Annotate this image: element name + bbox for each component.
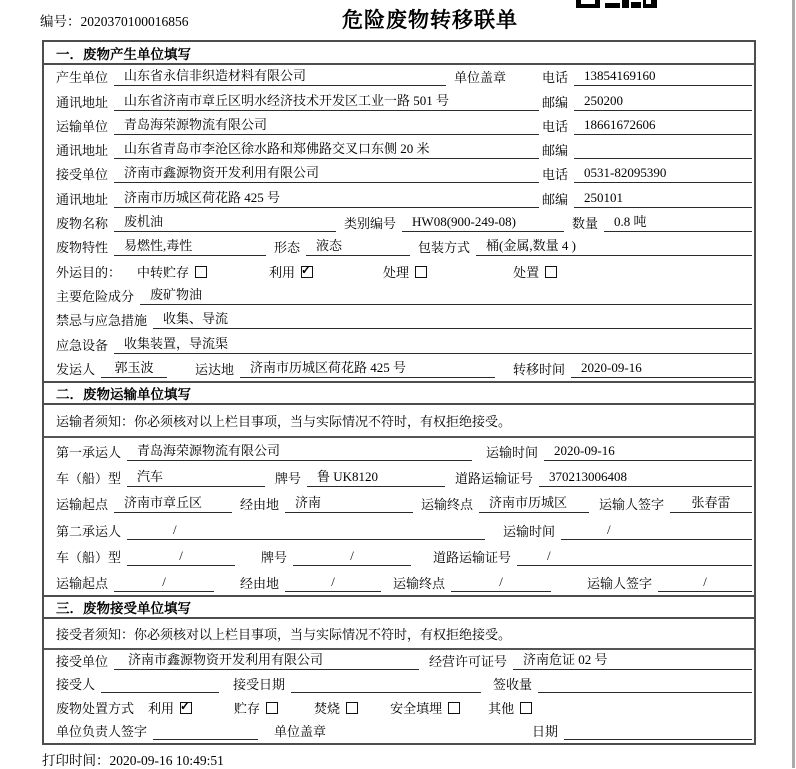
receive-person-label: 接受人 bbox=[56, 677, 96, 693]
disposal-label: 废物处置方式 bbox=[56, 701, 135, 717]
amount-label: 签收量 bbox=[493, 677, 533, 693]
transporter-label: 运输单位 bbox=[56, 118, 109, 134]
equipment-label: 应急设备 bbox=[56, 337, 109, 353]
disposal-option-other bbox=[488, 698, 532, 717]
waste-name-field: 废机油 bbox=[114, 211, 336, 232]
end1-field: 济南市历城区 bbox=[479, 492, 589, 513]
qr-code-fragment bbox=[576, 0, 660, 10]
emergency-label: 禁忌与应急措施 bbox=[56, 313, 148, 329]
row-equipment bbox=[44, 332, 754, 356]
hazard-field: 废矿物油 bbox=[140, 284, 752, 305]
checkbox-treat bbox=[415, 266, 427, 278]
purpose-option-dispose bbox=[513, 262, 557, 281]
packing-field: 桶(金属,数量 4 ) bbox=[476, 235, 752, 256]
road1-field: 370213006408 bbox=[539, 469, 752, 487]
time2-field: / bbox=[561, 522, 752, 540]
qty-label: 数量 bbox=[572, 216, 599, 232]
disposal-option-store bbox=[234, 698, 278, 717]
carrier1-field: 青岛海荣源物流有限公司 bbox=[127, 440, 472, 461]
zip3-field: 250101 bbox=[574, 190, 752, 208]
disposal-option-utilize bbox=[148, 698, 192, 717]
time1-label: 运输时间 bbox=[486, 445, 539, 461]
plate1-label: 牌号 bbox=[275, 471, 302, 487]
purpose-option-storage bbox=[137, 262, 207, 281]
receiver-field: 济南市鑫源物资开发利用有限公司 bbox=[114, 162, 539, 183]
via2-label: 经由地 bbox=[240, 575, 280, 591]
row-route1 bbox=[44, 490, 754, 516]
receive-unit-label: 接受单位 bbox=[56, 654, 109, 670]
carrier2-field: / bbox=[127, 522, 485, 540]
serial-label: 编号： bbox=[40, 14, 81, 29]
producer-field: 山东省永信非织造材料有限公司 bbox=[114, 65, 446, 86]
sign2-field: / bbox=[658, 574, 752, 592]
form-label: 形态 bbox=[274, 240, 301, 256]
row-receive-person bbox=[44, 673, 754, 696]
sign1-field: 张春雷 bbox=[670, 492, 752, 513]
option-label: 利用 bbox=[148, 701, 175, 717]
receive-unit-field: 济南市鑫源物资开发利用有限公司 bbox=[114, 649, 419, 670]
dest-label: 运达地 bbox=[195, 361, 235, 377]
receiver-notice: 接受者须知：你必须核对以上栏目事项，当与实际情况不符时，有权拒绝接受。 bbox=[44, 619, 754, 650]
checkbox-incinerate bbox=[346, 702, 358, 714]
disposal-option-landfill bbox=[390, 698, 460, 717]
transporter-field: 青岛海荣源物流有限公司 bbox=[114, 114, 539, 135]
section1-header: 一．废物产生单位填写 bbox=[44, 42, 754, 65]
row-carrier2 bbox=[44, 516, 754, 542]
checkbox-utilize bbox=[301, 266, 313, 278]
row-carrier1 bbox=[44, 438, 754, 464]
addr1-label: 通讯地址 bbox=[56, 94, 109, 110]
sender-field: 郭玉波 bbox=[101, 357, 167, 378]
category-label: 类别编号 bbox=[344, 216, 397, 232]
road2-label: 道路运输证号 bbox=[433, 549, 512, 565]
via1-field: 济南 bbox=[285, 492, 413, 513]
row-route2 bbox=[44, 569, 754, 595]
serial-number: 2020370100016856 bbox=[80, 14, 189, 29]
option-label: 处置 bbox=[513, 265, 540, 281]
checkbox-storage bbox=[195, 266, 207, 278]
row-waste-name bbox=[44, 211, 754, 235]
page-title: 危险废物转移联单 bbox=[342, 9, 518, 32]
disposal-option-incinerate bbox=[314, 698, 358, 717]
seal-label: 单位盖章 bbox=[454, 70, 507, 86]
phone3-field: 0531-82095390 bbox=[574, 165, 752, 183]
time2-label: 运输时间 bbox=[503, 523, 556, 539]
purpose-option-treat bbox=[383, 262, 427, 281]
vehicle1-label: 车（船）型 bbox=[56, 471, 122, 487]
license-label: 经营许可证号 bbox=[429, 654, 508, 670]
end2-label: 运输终点 bbox=[393, 575, 446, 591]
producer-label: 产生单位 bbox=[56, 70, 109, 86]
responsible-sign-label: 单位负责人签字 bbox=[56, 723, 148, 739]
hazard-label: 主要危险成分 bbox=[56, 288, 135, 304]
checkbox-store bbox=[266, 702, 278, 714]
zip2-label: 邮编 bbox=[541, 143, 568, 159]
time1-field: 2020-09-16 bbox=[544, 443, 752, 461]
row-sender bbox=[44, 357, 754, 381]
row-producer-address bbox=[44, 89, 754, 113]
origin1-label: 运输起点 bbox=[56, 497, 109, 513]
responsible-sign-field bbox=[153, 725, 258, 740]
packing-label: 包装方式 bbox=[418, 240, 471, 256]
row-receive-unit bbox=[44, 650, 754, 673]
row-emergency bbox=[44, 308, 754, 332]
date2-label: 日期 bbox=[531, 723, 558, 739]
plate2-field: / bbox=[293, 548, 411, 566]
purpose-option-utilize bbox=[269, 262, 313, 281]
print-time bbox=[42, 749, 224, 769]
row-vehicle2 bbox=[44, 543, 754, 569]
option-label: 焚烧 bbox=[314, 701, 341, 717]
phone1-field: 13854169160 bbox=[574, 68, 752, 86]
dest-field: 济南市历城区荷花路 425 号 bbox=[240, 357, 495, 378]
vehicle2-label: 车（船）型 bbox=[56, 549, 122, 565]
checkbox-other bbox=[520, 702, 532, 714]
receive-date-field bbox=[291, 678, 481, 693]
form-field: 液态 bbox=[306, 235, 410, 256]
row-producer bbox=[44, 65, 754, 89]
phone2-field: 18661672606 bbox=[574, 117, 752, 135]
plate2-label: 牌号 bbox=[261, 549, 288, 565]
option-label: 利用 bbox=[269, 265, 296, 281]
waste-name-label: 废物名称 bbox=[56, 216, 109, 232]
sender-label: 发运人 bbox=[56, 361, 96, 377]
carrier1-label: 第一承运人 bbox=[56, 445, 122, 461]
transfer-form-table bbox=[42, 40, 756, 745]
emergency-field: 收集、导流 bbox=[153, 308, 752, 329]
end2-field: / bbox=[451, 574, 551, 592]
character-field: 易燃性,毒性 bbox=[114, 235, 266, 256]
plate1-field: 鲁 UK8120 bbox=[307, 466, 445, 487]
addr3-label: 通讯地址 bbox=[56, 191, 109, 207]
phone2-label: 电话 bbox=[541, 118, 568, 134]
purpose-label: 外运目的： bbox=[56, 265, 122, 281]
receiver-label: 接受单位 bbox=[56, 167, 109, 183]
date2-field bbox=[564, 725, 752, 740]
zip1-label: 邮编 bbox=[541, 94, 568, 110]
checkbox-dispose bbox=[545, 266, 557, 278]
road2-field: / bbox=[517, 548, 752, 566]
category-field: HW08(900-249-08) bbox=[402, 214, 564, 232]
sign1-label: 运输人签字 bbox=[599, 497, 665, 513]
transfer-time-label: 转移时间 bbox=[513, 361, 566, 377]
sign2-label: 运输人签字 bbox=[587, 575, 653, 591]
vehicle1-field: 汽车 bbox=[127, 466, 265, 487]
row-waste-character bbox=[44, 235, 754, 259]
zip1-field: 250200 bbox=[574, 93, 752, 111]
via2-field: / bbox=[285, 574, 381, 592]
character-label: 废物特性 bbox=[56, 240, 109, 256]
row-hazard bbox=[44, 284, 754, 308]
vehicle2-field: / bbox=[127, 548, 235, 566]
option-label: 处理 bbox=[383, 265, 410, 281]
transfer-time-field: 2020-09-16 bbox=[571, 360, 752, 378]
row-vehicle1 bbox=[44, 464, 754, 490]
row-disposal bbox=[44, 696, 754, 719]
option-label: 其他 bbox=[488, 701, 515, 717]
license-field: 济南危证 02 号 bbox=[513, 649, 752, 670]
origin2-label: 运输起点 bbox=[56, 575, 109, 591]
print-time-label: 打印时间： bbox=[42, 753, 110, 768]
receive-date-label: 接受日期 bbox=[233, 677, 286, 693]
checkbox-utilize bbox=[180, 702, 192, 714]
equipment-field: 收集装置，导流渠 bbox=[114, 333, 752, 354]
zip3-label: 邮编 bbox=[541, 191, 568, 207]
addr2-field: 山东省青岛市李沧区徐水路和郑佛路交叉口东侧 20 米 bbox=[114, 138, 539, 159]
row-transporter-address bbox=[44, 138, 754, 162]
unit-seal-label: 单位盖章 bbox=[274, 723, 327, 739]
zip2-field bbox=[574, 144, 752, 159]
row-receiver-address bbox=[44, 186, 754, 210]
qty-field: 0.8 吨 bbox=[604, 211, 752, 232]
addr3-field: 济南市历城区荷花路 425 号 bbox=[114, 187, 539, 208]
origin1-field: 济南市章丘区 bbox=[114, 492, 232, 513]
phone3-label: 电话 bbox=[541, 167, 568, 183]
origin2-field: / bbox=[114, 574, 214, 592]
row-responsible-sign bbox=[44, 720, 754, 743]
row-purpose bbox=[44, 259, 754, 283]
phone1-label: 电话 bbox=[541, 70, 568, 86]
amount-field bbox=[538, 678, 752, 693]
receive-person-field bbox=[101, 678, 219, 693]
end1-label: 运输终点 bbox=[421, 497, 474, 513]
print-time-value: 2020-09-16 10:49:51 bbox=[109, 753, 224, 768]
section2-header: 二．废物运输单位填写 bbox=[44, 381, 754, 405]
section3-header: 三．废物接受单位填写 bbox=[44, 595, 754, 619]
option-label: 中转贮存 bbox=[137, 265, 190, 281]
row-transporter bbox=[44, 114, 754, 138]
carrier2-label: 第二承运人 bbox=[56, 523, 122, 539]
via1-label: 经由地 bbox=[240, 497, 280, 513]
option-label: 安全填埋 bbox=[390, 701, 443, 717]
road1-label: 道路运输证号 bbox=[455, 471, 534, 487]
checkbox-landfill bbox=[448, 702, 460, 714]
option-label: 贮存 bbox=[234, 701, 261, 717]
row-receiver bbox=[44, 162, 754, 186]
window-right-edge bbox=[792, 0, 795, 768]
addr2-label: 通讯地址 bbox=[56, 143, 109, 159]
addr1-field: 山东省济南市章丘区明水经济技术开发区工业一路 501 号 bbox=[114, 90, 539, 111]
transporter-notice: 运输者须知：你必须核对以上栏目事项，当与实际情况不符时，有权拒绝接受。 bbox=[44, 405, 754, 438]
